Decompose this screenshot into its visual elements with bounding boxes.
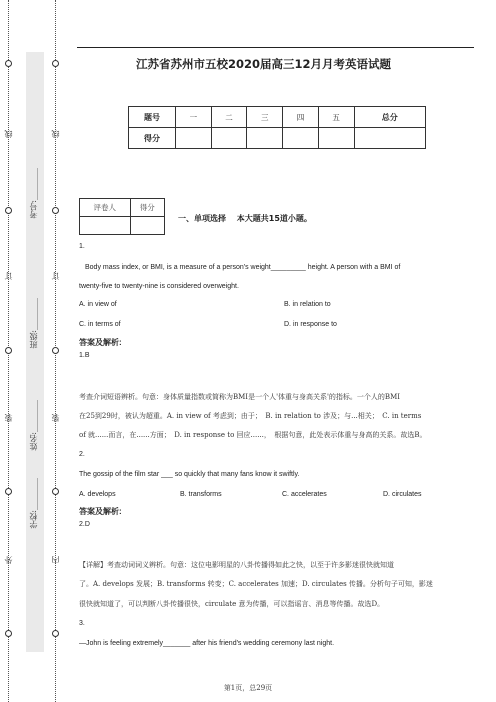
analysis-line: 【详解】考查动词词义辨析。句意：这位电影明星的八卦传播得如此之快，以至于许多影迷很快就知道 (79, 561, 394, 569)
question-number: 1. (79, 243, 85, 250)
reviewer-label: 评卷人 (80, 199, 131, 217)
header-rule (77, 47, 474, 48)
inner-label-nei: 内 (51, 556, 60, 564)
reviewer-cell (80, 217, 131, 235)
option-b: B. transforms (180, 491, 222, 498)
analysis-line: 在25到29时，被认为超重。A. in view of 考虑到；由于； B. in relation to 涉及；与...相关； C. in terms (79, 412, 422, 420)
score-table-score-row (129, 128, 426, 149)
name-field: 姓名:________ (29, 400, 38, 451)
inner-circle-mark (52, 347, 59, 354)
inner-circle-mark (52, 488, 59, 495)
exam-number-field: 考号:________ (29, 168, 38, 219)
score-cell (211, 128, 247, 149)
score-cell (283, 128, 319, 149)
analysis-line: 了。A. develops 发展；B. transforms 转变；C. accelerates 加速；D. circulates 传播。分析句子可知，影迷 (79, 580, 433, 588)
answer-heading: 答案及解析: (79, 507, 122, 516)
score-header-cell: 四 (283, 107, 319, 128)
score-row-label: 得分 (129, 128, 176, 149)
option-a: A. in view of (79, 301, 117, 308)
outer-label-wai: 外 (4, 556, 13, 564)
option-a: A. develops (79, 491, 116, 498)
question-number: 2. (79, 451, 85, 458)
analysis-line: of 就......而言，在......方面； D. in response to 回应......， 根据句意，此处表示体重与身高的关系。故选B。 (79, 431, 427, 439)
outer-label-ding: 订 (4, 272, 13, 280)
grader-score-cell (130, 217, 164, 235)
option-c: C. in terms of (79, 321, 121, 328)
outer-circle-mark (5, 207, 12, 214)
analysis-line: 很快就知道了，可以判断八卦传播很快，circulate 意为传播，可以指谣言、消息等传播。故选D。 (79, 600, 385, 608)
page-title: 江苏省苏州市五校2020届高三12月月考英语试题 (136, 57, 392, 71)
score-header-cell: 一 (176, 107, 212, 128)
inner-label-zhuang: 装 (51, 414, 60, 422)
question-stem-line: twenty-five to twenty-nine is considered overweight. (79, 283, 239, 290)
school-field: 学校:________ (29, 478, 38, 529)
option-b: B. in relation to (284, 301, 331, 308)
analysis-line: 考查介词短语辨析。句意：身体质量指数或简称为BMI是一个人'体重与身高关系'的指标。一个人的BMI (79, 393, 401, 401)
question-stem-line: Body mass index, or BMI, is a measure of a person's weight_________ height. A person with a BMI of (85, 264, 401, 271)
score-header-cell: 总分 (354, 107, 425, 128)
inner-label-line: 线 (51, 130, 60, 138)
score-header-cell: 五 (318, 107, 354, 128)
section-heading: 一、单项选择 本大题共15道小题。 (178, 214, 312, 223)
score-table-header-row (129, 107, 426, 128)
score-cell (247, 128, 283, 149)
inner-label-ding: 订 (51, 272, 60, 280)
grader-table (79, 198, 165, 235)
score-cell (176, 128, 212, 149)
score-header-cell: 二 (211, 107, 247, 128)
option-c: C. accelerates (282, 491, 327, 498)
inner-circle-mark (52, 630, 59, 637)
question-stem-line: The gossip of the film star ___ so quickly that many fans know it swiftly. (79, 471, 300, 478)
score-cell (318, 128, 354, 149)
answer-heading: 答案及解析: (79, 338, 122, 347)
page-footer: 第1页，总29页 (223, 684, 273, 692)
score-cell (354, 128, 425, 149)
inner-circle-mark (52, 207, 59, 214)
question-stem-line: —John is feeling extremely_______ after his friend's wedding ceremony last night. (79, 640, 335, 647)
grader-score-label: 得分 (130, 199, 164, 217)
outer-circle-mark (5, 488, 12, 495)
option-d: D. circulates (383, 491, 422, 498)
question-number: 3. (79, 620, 85, 627)
score-header-cell: 题号 (129, 107, 176, 128)
outer-circle-mark (5, 347, 12, 354)
answer-value: 2.D (79, 521, 90, 528)
class-field: 班级:________ (29, 298, 38, 349)
score-table (128, 106, 426, 149)
outer-circle-mark (5, 630, 12, 637)
student-info-strip (26, 52, 44, 652)
answer-value: 1.B (79, 352, 90, 359)
outer-label-zhuang: 装 (4, 414, 13, 422)
option-d: D. in response to (284, 321, 337, 328)
outer-label-line: 线 (4, 130, 13, 138)
score-header-cell: 三 (247, 107, 283, 128)
